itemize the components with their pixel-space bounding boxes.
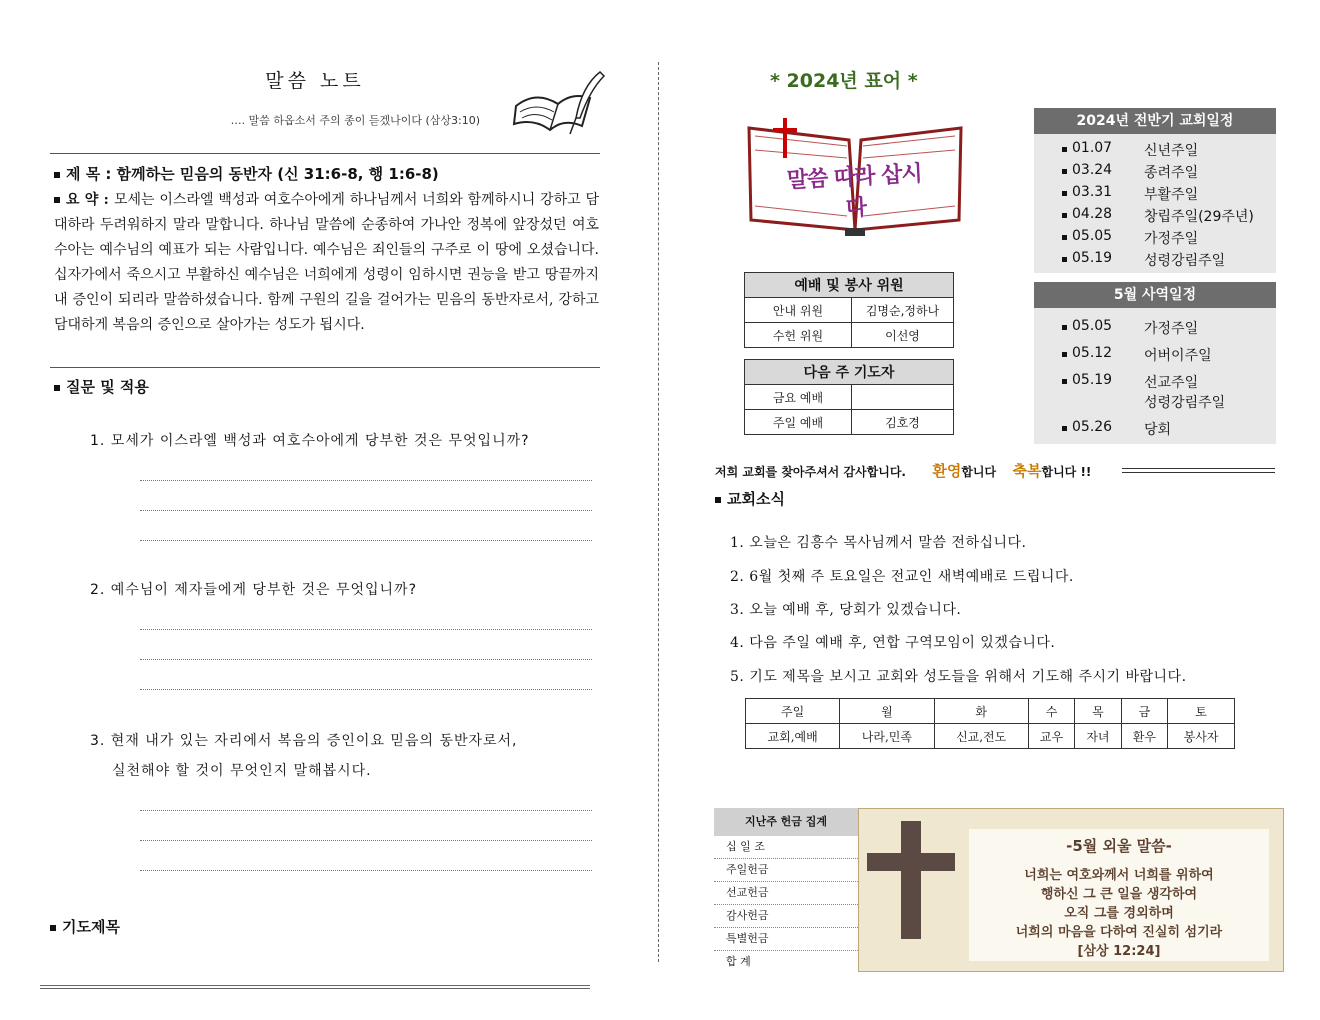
- memory-verse-title: -5월 외울 말씀-: [1066, 837, 1172, 855]
- answer-line[interactable]: [140, 689, 592, 690]
- prayer-leader-heading: 다음 주 기도자: [745, 360, 954, 385]
- day-cell: 화: [934, 699, 1028, 724]
- answer-line[interactable]: [140, 629, 592, 630]
- memory-verse-line: 오직 그를 경외하며: [1064, 906, 1174, 921]
- half-year-schedule-heading: 2024년 전반기 교회일정: [1034, 108, 1276, 134]
- answer-line[interactable]: [140, 870, 592, 871]
- answer-line[interactable]: [140, 840, 592, 841]
- day-cell: 주일: [746, 699, 840, 724]
- schedule-item: 01.07 신년주일: [1034, 140, 1276, 162]
- answer-line[interactable]: [140, 510, 592, 511]
- cross-icon-bar: [867, 853, 955, 871]
- schedule-item: 05.19 성령강림주일: [1034, 250, 1276, 272]
- note-title: 말씀 노트: [265, 70, 365, 92]
- sermon-summary: 요 약 : 모세는 이스라엘 백성과 여호수아에게 하나님께서 너희와 함께하시니 강하고 담대하라 두려워하지 말라 말합니다. 하나님 말씀에 순종하여 가나안 정복에 앞장섰던 여호수아는 예수님의 예표가 되는 사람입니다. 예수님은 죄인들의 구주로 이 땅에 오셨습니다. 십자가에서 죽으시고 부활하신 예수님은 너희에게 성령이 임하시면 권능을 받고 땅끝까지 내 증인이 되리라 말씀하셨습니다. 함께 구원의 길을 걸어가는 믿음의 동반자로서, 강하고 담대하게 복음의 증인으로 살아가는 성도가 됩시다.: [54, 192, 599, 333]
- prayer-leader-table: [744, 359, 954, 435]
- bullet-icon: [54, 197, 60, 203]
- schedule-item: 03.31 부활주일: [1034, 184, 1276, 206]
- schedule-item: 05.12 어버이주일: [1034, 345, 1276, 372]
- schedule-item-continued: 성령강림주일: [1144, 395, 1226, 411]
- qa-heading: 질문 및 적용: [54, 376, 149, 397]
- schedule-item: 05.05 가정주일: [1034, 318, 1276, 345]
- memory-verse-reference: [삼상 12:24]: [1077, 944, 1161, 959]
- offering-item: 감사헌금: [714, 905, 858, 928]
- schedule-item: 03.24 종려주일: [1034, 162, 1276, 184]
- offering-heading: 지난주 헌금 집계: [714, 808, 858, 836]
- offering-item: 선교헌금: [714, 882, 858, 905]
- role-cell: 금요 예배: [745, 385, 852, 410]
- person-cell: 이선영: [852, 323, 954, 348]
- note-subtitle: …. 말씀 하옵소서 주의 종이 듣겠나이다 (삼상3:10): [230, 114, 480, 127]
- news-item: 3. 오늘 예배 후, 당회가 있겠습니다.: [730, 602, 962, 618]
- center-divider: [658, 62, 659, 962]
- offering-item: 주일헌금: [714, 859, 858, 882]
- weekly-prayer-table: [745, 698, 1235, 749]
- topic-cell: 환우: [1121, 724, 1167, 749]
- schedule-item: 05.05 가정주일: [1034, 228, 1276, 250]
- question-3: 3. 현재 내가 있는 자리에서 복음의 증인이요 믿음의 동반자로서,: [90, 733, 518, 749]
- role-cell: 안내 위원: [745, 298, 852, 323]
- sermon-subject: 제 목 : 함께하는 믿음의 동반자 (신 31:6-8, 행 1:6-8): [54, 163, 439, 184]
- memory-verse-line: 너희는 여호와께서 너희를 위하여: [1024, 868, 1214, 883]
- motto-title: * 2024년 표어 *: [770, 70, 918, 92]
- section-rule: [50, 367, 600, 368]
- memory-verse-card: [858, 808, 1284, 972]
- answer-line[interactable]: [140, 810, 592, 811]
- memory-verse-line: 행하신 그 큰 일을 생각하여: [1040, 887, 1198, 902]
- news-item: 1. 오늘은 김흥수 목사님께서 말씀 전하십니다.: [730, 535, 1027, 551]
- may-schedule-heading: 5월 사역일정: [1034, 282, 1276, 308]
- bottom-double-rule: [40, 985, 590, 989]
- welcome-double-rule: [1122, 468, 1275, 473]
- news-item: 4. 다음 주일 예배 후, 연합 구역모임이 있겠습니다.: [730, 635, 1056, 651]
- day-cell: 월: [840, 699, 934, 724]
- offering-total: 합 계: [726, 955, 751, 968]
- topic-cell: 교우: [1028, 724, 1074, 749]
- motto-slogan: 말씀 따라 삽시다: [786, 161, 923, 222]
- bullet-icon: [50, 925, 56, 931]
- open-book-quill-icon: [510, 68, 606, 140]
- answer-line[interactable]: [140, 659, 592, 660]
- day-cell: 토: [1168, 699, 1235, 724]
- topic-cell: 신교,전도: [934, 724, 1028, 749]
- question-3-continued: 실천해야 할 것이 무엇인지 말해봅시다.: [112, 763, 372, 779]
- offering-summary: [714, 808, 858, 973]
- role-cell: 수헌 위원: [745, 323, 852, 348]
- person-cell: [852, 385, 954, 410]
- question-1: 1. 모세가 이스라엘 백성과 여호수아에게 당부한 것은 무엇입니까?: [90, 433, 530, 449]
- day-cell: 수: [1028, 699, 1074, 724]
- question-2: 2. 예수님이 제자들에게 당부한 것은 무엇입니까?: [90, 582, 417, 598]
- topic-cell: 봉사자: [1168, 724, 1235, 749]
- topic-cell: 나라,민족: [840, 724, 934, 749]
- role-cell: 주일 예배: [745, 410, 852, 435]
- person-cell: 김명순,정하나: [852, 298, 954, 323]
- answer-line[interactable]: [140, 540, 592, 541]
- news-item: 5. 기도 제목을 보시고 교회와 성도들을 위해서 기도해 주시기 바랍니다.: [730, 669, 1187, 685]
- committee-heading: 예배 및 봉사 위원: [745, 273, 954, 298]
- memory-verse-line: 너희의 마음을 다하여 진실히 섬기라: [1015, 925, 1223, 940]
- day-cell: 금: [1121, 699, 1167, 724]
- committee-table: [744, 272, 954, 348]
- topic-cell: 자녀: [1075, 724, 1121, 749]
- schedule-item: 05.26 당회: [1034, 419, 1276, 441]
- bullet-icon: [715, 497, 721, 503]
- welcome-message: 저희 교회를 찾아주셔서 감사합니다. 환영합니다 축복합니다 !!: [715, 462, 1092, 480]
- person-cell: 김호경: [852, 410, 954, 435]
- answer-line[interactable]: [140, 480, 592, 481]
- schedule-item: 04.28 창립주일(29주년): [1034, 206, 1276, 228]
- prayer-heading: 기도제목: [50, 916, 120, 937]
- day-cell: 목: [1075, 699, 1121, 724]
- half-year-schedule: [1034, 108, 1276, 273]
- news-item: 2. 6월 첫째 주 토요일은 전교인 새벽예배로 드립니다.: [730, 569, 1074, 585]
- schedule-item: 05.19 선교주일: [1034, 372, 1276, 392]
- news-heading: 교회소식: [715, 488, 785, 509]
- may-schedule: [1034, 282, 1276, 444]
- offering-item: 특별헌금: [714, 928, 858, 951]
- cross-icon: [901, 821, 921, 939]
- topic-cell: 교회,예배: [746, 724, 840, 749]
- offering-item: 십 일 조: [714, 836, 858, 859]
- bullet-icon: [54, 385, 60, 391]
- section-rule: [50, 153, 600, 154]
- bullet-icon: [54, 172, 60, 178]
